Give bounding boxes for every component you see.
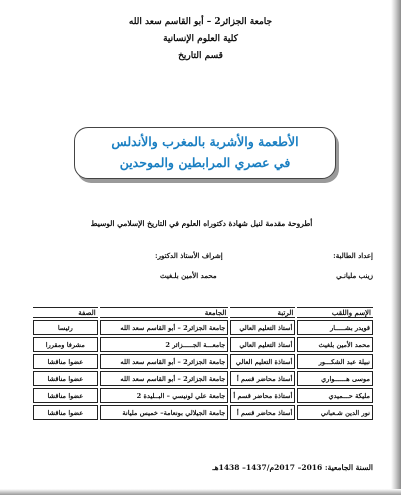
header-university: الجامعة — [100, 307, 229, 318]
jury-table-header — [33, 307, 373, 318]
member-role: مشرفا ومقررا — [33, 337, 98, 352]
header-rank: الرتبة — [230, 307, 295, 318]
university-name: جامعة الجزائر2 – أبو القاسم سعد الله — [128, 17, 273, 27]
member-rank: أستاذة محاضر قسم أ — [230, 388, 295, 403]
page-edge-shadow — [391, 0, 401, 495]
member-name: قويدر بشـــــار — [297, 320, 373, 335]
member-university: جامعة الجزائر2 – أبو القاسم سعد الله — [100, 371, 229, 386]
page-bottom-shadow — [0, 489, 401, 495]
student-name: زينب مليانـي — [336, 271, 373, 280]
member-rank: أستاذ محاضر قسم أ — [230, 405, 295, 420]
member-rank: أستاذة التعليم العالي — [230, 354, 295, 369]
thesis-note: أطروحة مقدمة لنيل شهادة دكتوراه العلوم في التاريخ الإسلامي الوسيط — [90, 219, 313, 228]
member-university: جامعة الجزائر2 – أبو القاسم سعد الله — [100, 354, 229, 369]
academic-year: السنة الجامعية: 2016– 2017م/1437– 1438هـ — [212, 463, 373, 472]
member-rank: أستاذ محاضر قسم أ — [230, 371, 295, 386]
supervisor-name: محمد الأمين بلـغيث — [160, 271, 217, 280]
member-role: عضوا مناقشا — [33, 354, 98, 369]
member-name: نبيلة عبد الشكـــور — [297, 354, 373, 369]
faculty-name: كلية العلوم الإنسانية — [163, 34, 238, 44]
member-university: جامعـــة الجـــــزائر 2 — [100, 337, 229, 352]
member-university: جامعة علي لونيسي – البــليدة 2 — [100, 388, 229, 403]
header-name: الإسم واللقب — [297, 307, 373, 318]
institution-header — [20, 14, 381, 65]
thesis-title-line-1: الأطعمة والأشربة بالمغرب والأندلس — [111, 134, 299, 149]
member-name: نور الدين شـعباني — [297, 405, 373, 420]
department-name: قسم التاريخ — [178, 51, 223, 61]
member-rank: أستاذ التعليم العالي — [230, 337, 295, 352]
table-row — [33, 354, 373, 369]
member-role: عضوا مناقشا — [33, 388, 98, 403]
table-row — [33, 405, 373, 420]
table-row — [33, 320, 373, 335]
member-name: مليكة حـــميدي — [297, 388, 373, 403]
student-label: إعداد الطالبة: — [333, 251, 373, 260]
member-role: عضوا مناقشا — [33, 371, 98, 386]
member-role: عضوا مناقشا — [33, 405, 98, 420]
thesis-title-box — [74, 127, 336, 179]
member-role: رئيسا — [33, 320, 98, 335]
header-role: الصفة — [33, 307, 98, 318]
jury-table — [31, 305, 375, 422]
table-row — [33, 371, 373, 386]
table-row — [33, 388, 373, 403]
table-row — [33, 337, 373, 352]
member-university: جامعة الجزائر2 – أبو القاسم سعد الله — [100, 320, 229, 335]
thesis-title-line-2: في عصري المرابطين والموحدين — [119, 155, 291, 170]
member-name: محمد الأمين بلغيث — [297, 337, 373, 352]
member-rank: أستاذ التعليم العالي — [230, 320, 295, 335]
supervisor-label: إشراف الأستاذ الدكتور: — [155, 251, 223, 260]
member-name: موسى هــــــواري — [297, 371, 373, 386]
member-university: جامعة الجيلالي بونعامة– خميس مليانة — [100, 405, 229, 420]
